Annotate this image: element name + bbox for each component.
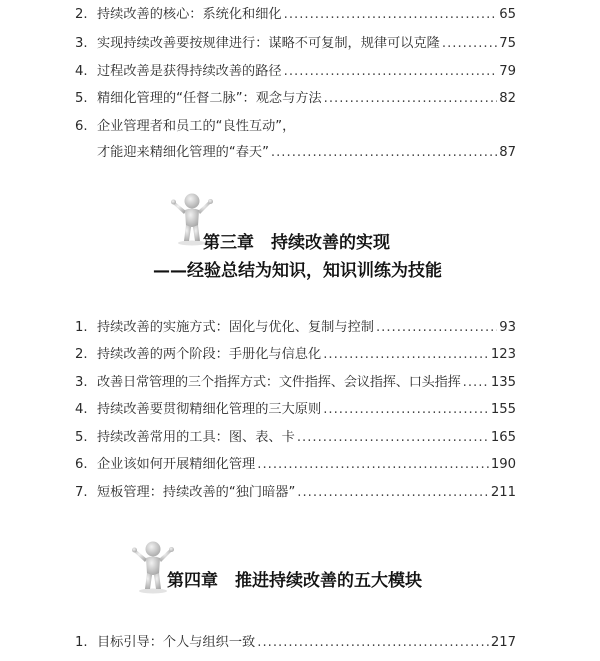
entry-number: 1. <box>75 635 88 650</box>
entry-page: 165 <box>490 430 516 445</box>
entry-page: 87 <box>499 145 516 160</box>
dot-leader <box>257 454 489 476</box>
entry-title: 短板管理：持续改善的“独门暗器” <box>97 485 296 500</box>
entry-page: 82 <box>499 91 516 106</box>
entry-number: 3. <box>75 36 88 51</box>
entry-page: 211 <box>490 485 516 500</box>
dot-leader <box>376 317 497 339</box>
toc-entry[interactable] <box>75 454 516 476</box>
entry-page: 123 <box>490 347 516 362</box>
dot-leader <box>323 344 489 366</box>
dot-leader <box>463 372 489 394</box>
entry-title: 持续改善的实施方式：固化与优化、复制与控制 <box>97 320 374 335</box>
toc-entry[interactable] <box>75 632 516 654</box>
dot-leader <box>297 427 489 449</box>
entry-number: 5. <box>75 430 88 445</box>
dot-leader <box>271 142 497 164</box>
entry-number: 6. <box>75 119 88 134</box>
entry-number: 4. <box>75 64 88 79</box>
dot-leader <box>284 4 498 26</box>
entry-title: 实现持续改善要按规律进行：谋略不可复制，规律可以克隆 <box>97 36 440 51</box>
dot-leader <box>442 33 497 55</box>
dot-leader <box>324 88 498 110</box>
toc-entry[interactable] <box>75 317 516 339</box>
toc-entry[interactable] <box>75 61 516 83</box>
entry-title: 企业该如何开展精细化管理 <box>97 457 256 472</box>
toc-entry-continuation[interactable] <box>97 142 516 164</box>
toc-entry[interactable] <box>75 399 516 421</box>
entry-number: 3. <box>75 375 88 390</box>
entry-title: 才能迎来精细化管理的“春天” <box>97 145 269 160</box>
entry-page: 190 <box>490 457 516 472</box>
entry-title: 持续改善的两个阶段：手册化与信息化 <box>97 347 322 362</box>
entry-number: 1. <box>75 320 88 335</box>
entry-page: 155 <box>490 402 516 417</box>
entry-title: 精细化管理的“任督二脉”：观念与方法 <box>97 91 322 106</box>
entry-page: 135 <box>490 375 516 390</box>
chapter-title: 第四章 推进持续改善的五大模块 <box>167 571 422 591</box>
entry-number: 6. <box>75 457 88 472</box>
entry-number: 4. <box>75 402 88 417</box>
toc-entry[interactable] <box>75 33 516 55</box>
dot-leader <box>323 399 489 421</box>
entry-page: 217 <box>490 635 516 650</box>
toc-entry[interactable] <box>75 88 516 110</box>
entry-title: 持续改善常用的工具：图、表、卡 <box>97 430 295 445</box>
toc-entry[interactable] <box>75 482 516 504</box>
dot-leader <box>284 61 498 83</box>
chapter-title: 第三章 持续改善的实现 <box>203 233 390 253</box>
entry-page: 93 <box>499 320 516 335</box>
entry-page: 75 <box>499 36 516 51</box>
entry-title: 持续改善的核心：系统化和细化 <box>97 7 282 22</box>
entry-page: 79 <box>499 64 516 79</box>
entry-number: 2. <box>75 347 88 362</box>
dot-leader <box>297 482 489 504</box>
toc-entry[interactable] <box>75 372 516 394</box>
toc-entry[interactable] <box>75 116 516 138</box>
toc-entry[interactable] <box>75 344 516 366</box>
dot-leader <box>257 632 489 654</box>
entry-title: 过程改善是获得持续改善的路径 <box>97 64 282 79</box>
entry-title: 目标引导：个人与组织一致 <box>97 635 256 650</box>
entry-number: 2. <box>75 7 88 22</box>
toc-entry[interactable] <box>75 427 516 449</box>
entry-title: 改善日常管理的三个指挥方式：文件指挥、会议指挥、口头指挥 <box>97 375 461 390</box>
entry-title: 持续改善要贯彻精细化管理的三大原则 <box>97 402 322 417</box>
entry-title: 企业管理者和员工的“良性互动”， <box>97 119 296 134</box>
chapter-subtitle: ——经验总结为知识，知识训练为技能 <box>153 261 442 281</box>
entry-number: 5. <box>75 91 88 106</box>
entry-number: 7. <box>75 485 88 500</box>
entry-page: 65 <box>499 7 516 22</box>
toc-entry[interactable] <box>75 4 516 26</box>
